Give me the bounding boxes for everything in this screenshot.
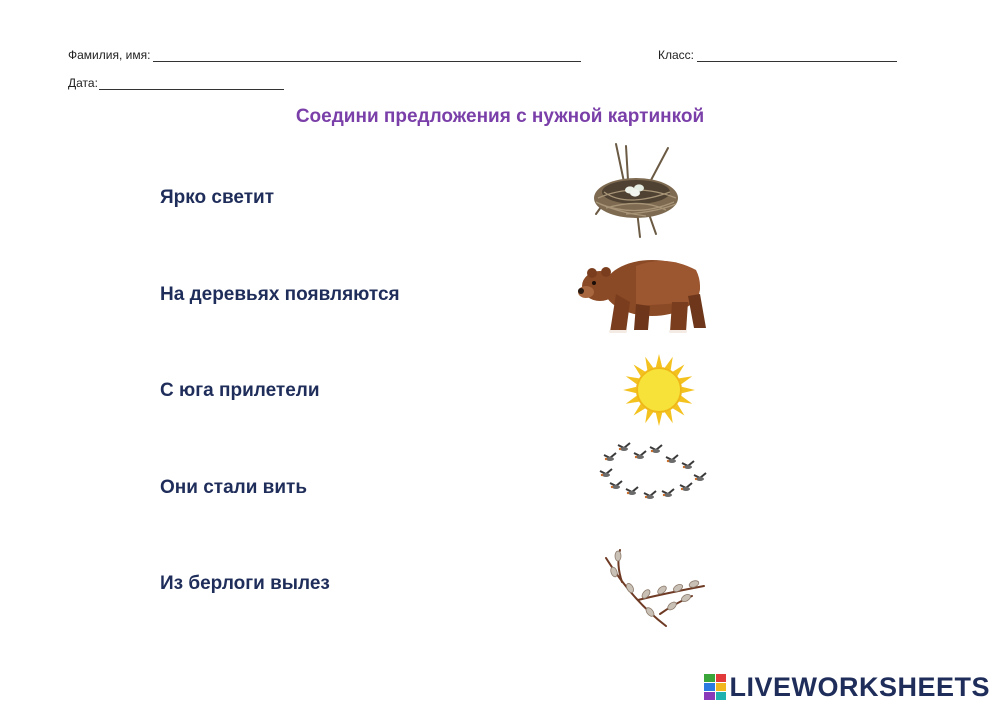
brand-logo-square — [716, 674, 727, 682]
bird-icon — [610, 481, 622, 489]
bird-icon — [644, 491, 656, 499]
date-field — [68, 76, 284, 90]
bird-icon — [662, 489, 674, 497]
name-line — [153, 49, 581, 62]
brand-logo-square — [704, 692, 715, 700]
sentence-5[interactable]: Из берлоги вылез — [160, 573, 330, 594]
bird-icon — [694, 473, 706, 481]
class-label: Класс: — [658, 48, 694, 62]
willow-branch-icon[interactable] — [602, 548, 708, 632]
sun-ray — [656, 413, 662, 426]
sun-ray — [623, 387, 636, 393]
class-line — [697, 49, 897, 62]
name-field — [68, 48, 581, 62]
bird-icon — [618, 443, 630, 451]
sentence-3[interactable]: С юга прилетели — [160, 380, 320, 401]
bird-icon — [626, 487, 638, 495]
date-line — [99, 77, 284, 90]
bear-icon[interactable] — [576, 246, 712, 338]
brand-logo-square — [704, 674, 715, 682]
brand-text: LIVEWORKSHEETS — [729, 671, 990, 702]
brand-logo-square — [716, 692, 727, 700]
bird-icon — [600, 469, 612, 477]
sentence-2[interactable]: На деревьях появляются — [160, 284, 400, 305]
sun-icon[interactable] — [620, 352, 698, 428]
sun-ray — [682, 387, 695, 393]
brand-logo-square — [716, 683, 727, 691]
date-label: Дата: — [68, 76, 98, 90]
worksheet-title: Соедини предложения с нужной картинкой — [295, 106, 705, 127]
sentence-1[interactable]: Ярко светит — [160, 187, 275, 208]
bird-icon — [682, 461, 694, 469]
sun-ray — [656, 354, 662, 367]
bird-icon — [680, 483, 692, 491]
brand-logo-icon — [704, 674, 726, 700]
brand-logo-square — [704, 683, 715, 691]
sentence-4[interactable]: Они стали вить — [160, 477, 308, 498]
bird-icon — [666, 455, 678, 463]
nest-icon[interactable] — [586, 142, 686, 240]
bird-icon — [634, 451, 646, 459]
name-label: Фамилия, имя: — [68, 48, 151, 62]
bird-icon — [604, 453, 616, 461]
class-field — [658, 48, 897, 62]
bird-icon — [650, 445, 662, 453]
liveworksheets-logo — [704, 670, 990, 704]
birds-flock-icon[interactable] — [596, 436, 710, 512]
